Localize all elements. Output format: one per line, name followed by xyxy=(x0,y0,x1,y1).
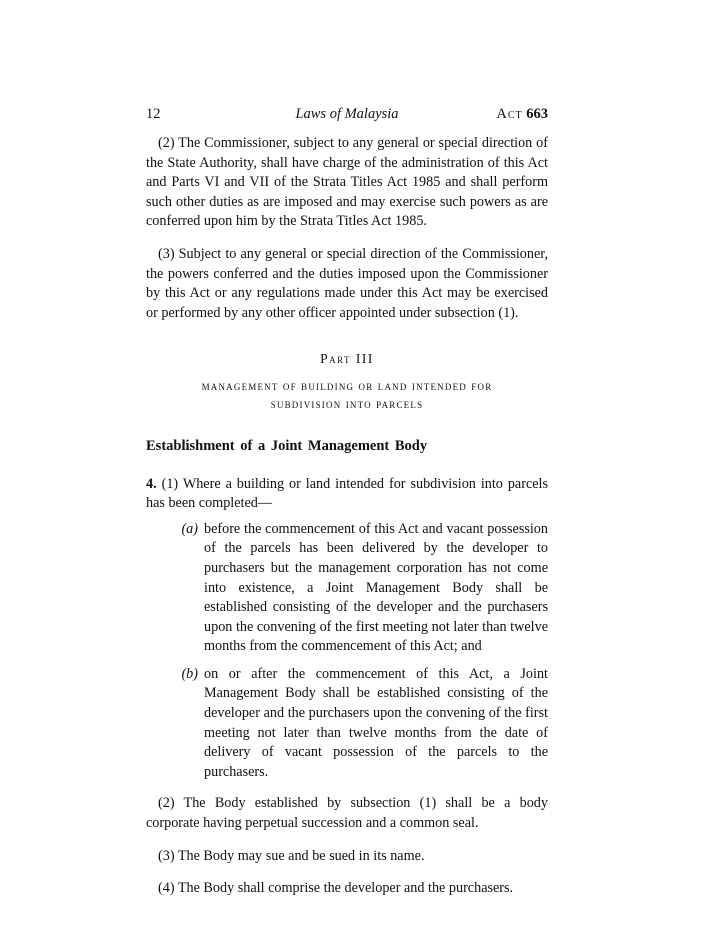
list-item-a xyxy=(146,520,548,657)
list-item-b xyxy=(146,665,548,783)
part-title: management of building or land intended for subdivision into parcels xyxy=(201,378,493,411)
item-label: (a) xyxy=(181,520,198,537)
paragraph-2: (2) The Commissioner, subject to any general or special direction of the State Authority, shall have charge of the administration of this Act and Parts VI and VII of the Strata Titles Act 1985 and shall perform such other duties as are imposed and may exercise such powers as are conferred upon him by the Strata Titles Act 1985. xyxy=(146,135,548,230)
page-body xyxy=(146,134,548,912)
subsections-bottom xyxy=(146,794,548,898)
section-number: 4. xyxy=(146,475,157,492)
page-header xyxy=(146,106,548,126)
item-text: before the commencement of this Act and vacant possession of the parcels has been delivered by the developer to purchasers but the management corporation has not come into existence, a Joint Management Body shall be established consisting of the developer and the purchasers upon the convening of the first meeting not later than twelve months from the commencement of this Act; and xyxy=(204,520,548,655)
item-text: on or after the commencement of this Act, a Joint Management Body shall be established consisting of the developer and the purchasers upon the convening of the first meeting not later than twelve months from the date of delivery of vacant possession of the parcels to the purchasers. xyxy=(204,665,548,780)
paragraph-3: (3) Subject to any general or special direction of the Commissioner, the powers conferred and the duties imposed upon the Commissioner by this Act or any regulations made under this Act may be exercised or performed by any other officer appointed under subsection (1). xyxy=(146,245,548,321)
act-number: 663 xyxy=(526,106,548,122)
section-4-intro xyxy=(146,475,548,514)
section-heading: Establishment of a Joint Management Body xyxy=(146,437,428,454)
running-title: Laws of Malaysia xyxy=(295,106,399,122)
act-reference xyxy=(496,106,548,123)
subsection-4: (4) The Body shall comprise the developer and the purchasers. xyxy=(158,880,514,897)
item-label: (b) xyxy=(181,665,198,682)
act-prefix: Act xyxy=(496,106,523,122)
subsection-3: (3) The Body may sue and be sued in its name. xyxy=(158,847,425,864)
page-number: 12 xyxy=(146,106,161,122)
part-label: Part III xyxy=(320,351,374,367)
subsection-2: (2) The Body established by subsection (1) shall be a body corporate having perpetual succession and a common seal. xyxy=(146,795,548,832)
section-intro-text: (1) Where a building or land intended for subdivision into parcels has been completed— xyxy=(146,475,549,512)
